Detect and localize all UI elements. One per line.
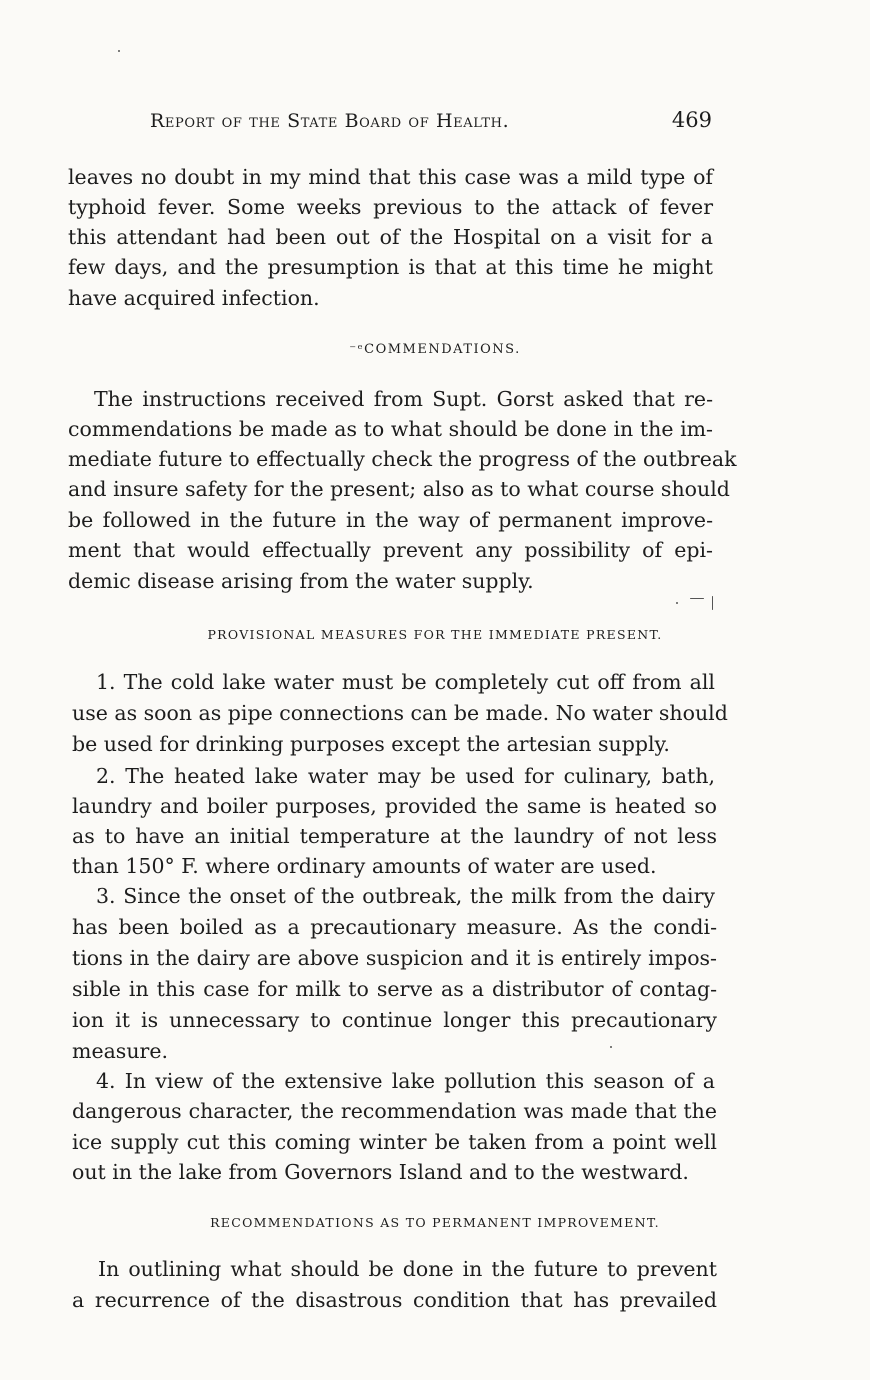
recommendations-line: ment that would effectually prevent any possibility of epi-	[68, 538, 713, 562]
provisional-item-line: ice supply cut this coming winter be taken from a point well	[72, 1130, 717, 1154]
intro-line: few days, and the presumption is that at this time he might	[68, 255, 713, 279]
page-number: 469	[671, 108, 712, 132]
provisional-item-line: laundry and boiler purposes, provided the same is heated so	[72, 794, 717, 818]
provisional-item-line: as to have an initial temperature at the laundry of not less	[72, 824, 717, 848]
section-heading-provisional: PROVISIONAL MEASURES FOR THE IMMEDIATE PRESENT.	[207, 627, 663, 642]
provisional-item-line: 1. The cold lake water must be completely cut off from all	[96, 670, 715, 694]
print-speck	[676, 602, 678, 604]
page-header	[68, 104, 712, 144]
provisional-item-line: has been boiled as a precautionary measure. As the condi-	[72, 915, 717, 939]
provisional-item-line: use as soon as pipe connections can be made. No water should	[72, 701, 728, 725]
recommendations-line: be followed in the future in the way of permanent improve-	[68, 508, 713, 532]
intro-line: leaves no doubt in my mind that this case was a mild type of	[68, 165, 713, 189]
permanent-line: a recurrence of the disastrous condition that has prevailed	[72, 1288, 717, 1312]
print-speck	[118, 50, 120, 52]
provisional-item-line: ion it is unnecessary to continue longer this precautionary	[72, 1008, 717, 1032]
provisional-item-line: dangerous character, the recommendation was made that the	[72, 1099, 717, 1123]
provisional-item-line: 2. The heated lake water may be used for culinary, bath,	[96, 764, 715, 788]
print-speck	[690, 598, 704, 599]
provisional-item-line: sible in this case for milk to serve as a distributor of contag-	[72, 977, 717, 1001]
section-heading-permanent: RECOMMENDATIONS AS TO PERMANENT IMPROVEMENT.	[210, 1215, 660, 1230]
permanent-line: In outlining what should be done in the future to prevent	[98, 1257, 717, 1281]
provisional-item-line: than 150° F. where ordinary amounts of water are used.	[72, 854, 657, 878]
provisional-item-line: measure.	[72, 1039, 168, 1063]
print-speck	[610, 1046, 612, 1048]
intro-line: typhoid fever. Some weeks previous to the attack of fever	[68, 195, 713, 219]
running-head: Report of the State Board of Health.	[150, 110, 510, 132]
recommendations-line: The instructions received from Supt. Gorst asked that re-	[94, 387, 713, 411]
provisional-item-line: 4. In view of the extensive lake pollution this season of a	[96, 1069, 715, 1093]
section-heading-recommendations: ⁻ᵉCOMMENDATIONS.	[349, 342, 521, 357]
recommendations-line: commendations be made as to what should be done in the im-	[68, 417, 713, 441]
provisional-item-line: out in the lake from Governors Island and to the westward.	[72, 1160, 689, 1184]
provisional-item-line: be used for drinking purposes except the artesian supply.	[72, 732, 670, 756]
print-speck	[712, 596, 713, 610]
recommendations-line: mediate future to effectually check the progress of the outbreak	[68, 447, 737, 471]
intro-line: this attendant had been out of the Hospital on a visit for a	[68, 225, 713, 249]
provisional-item-line: tions in the dairy are above suspicion and it is entirely impos-	[72, 946, 717, 970]
recommendations-line: and insure safety for the present; also as to what course should	[68, 477, 730, 501]
provisional-item-line: 3. Since the onset of the outbreak, the milk from the dairy	[96, 884, 715, 908]
recommendations-line: demic disease arising from the water supply.	[68, 569, 534, 593]
intro-line: have acquired infection.	[68, 286, 320, 310]
